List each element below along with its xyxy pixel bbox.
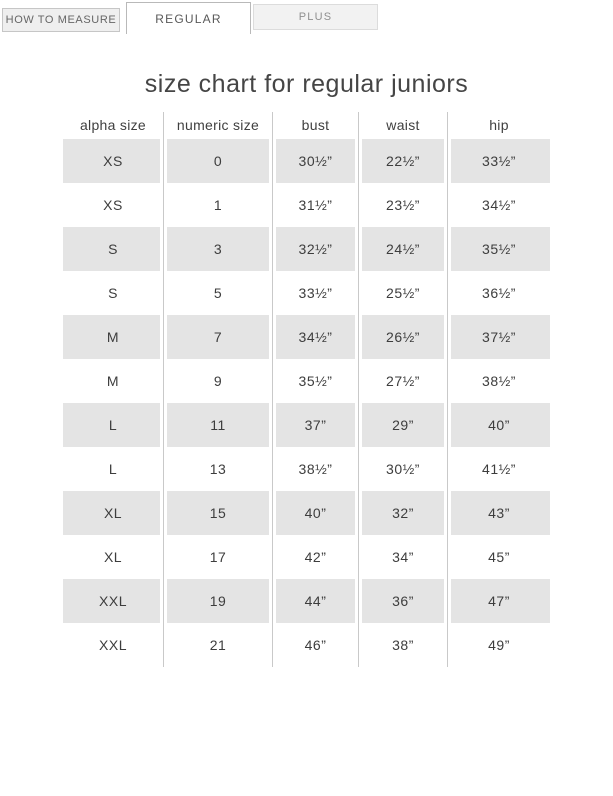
cell-alpha-size: L — [63, 403, 163, 447]
table-row — [63, 579, 550, 623]
table-row — [63, 403, 550, 447]
column-header-waist: waist — [358, 112, 447, 139]
cell-numeric-size: 15 — [163, 491, 272, 535]
cell-hip: 41½” — [447, 447, 550, 491]
cell-waist: 29” — [358, 403, 447, 447]
tab-bar — [0, 0, 613, 36]
tab-regular[interactable]: REGULAR — [126, 2, 251, 34]
cell-waist: 30½” — [358, 447, 447, 491]
cell-hip: 45” — [447, 535, 550, 579]
cell-waist: 36” — [358, 579, 447, 623]
tab-how-to-measure[interactable]: HOW TO MEASURE — [2, 8, 120, 32]
tab-plus[interactable]: PLUS — [253, 4, 378, 30]
cell-bust: 42” — [272, 535, 358, 579]
table-row — [63, 359, 550, 403]
column-header-alpha-size: alpha size — [79, 117, 147, 133]
cell-bust: 37” — [272, 403, 358, 447]
cell-hip: 34½” — [447, 183, 550, 227]
cell-bust: 46” — [272, 623, 358, 667]
table-row — [63, 183, 550, 227]
cell-numeric-size: 0 — [163, 139, 272, 183]
table-row — [63, 227, 550, 271]
cell-waist: 24½” — [358, 227, 447, 271]
cell-numeric-size: 19 — [163, 579, 272, 623]
cell-waist: 22½” — [358, 139, 447, 183]
cell-numeric-size: 17 — [163, 535, 272, 579]
cell-alpha-size: XXL — [99, 637, 127, 653]
cell-waist: 38” — [358, 623, 447, 667]
column-header-bust: bust — [272, 112, 358, 139]
cell-numeric-size: 5 — [163, 271, 272, 315]
cell-waist: 34” — [358, 535, 447, 579]
cell-hip: 43” — [447, 491, 550, 535]
cell-bust: 38½” — [272, 447, 358, 491]
table-row — [63, 623, 550, 667]
cell-waist: 32” — [358, 491, 447, 535]
cell-alpha-size: XXL — [63, 579, 163, 623]
cell-hip: 37½” — [447, 315, 550, 359]
cell-alpha-size: M — [106, 373, 120, 389]
cell-numeric-size: 13 — [163, 447, 272, 491]
cell-bust: 30½” — [272, 139, 358, 183]
table-row — [63, 271, 550, 315]
cell-bust: 32½” — [272, 227, 358, 271]
cell-bust: 31½” — [272, 183, 358, 227]
cell-hip: 33½” — [447, 139, 550, 183]
cell-alpha-size: XS — [103, 197, 123, 213]
cell-hip: 49” — [447, 623, 550, 667]
cell-alpha-size: M — [63, 315, 163, 359]
table-row — [63, 139, 550, 183]
table-row — [63, 315, 550, 359]
column-header-hip: hip — [447, 112, 550, 139]
cell-numeric-size: 21 — [163, 623, 272, 667]
cell-alpha-size: L — [108, 461, 118, 477]
table-header-row — [63, 112, 550, 139]
cell-hip: 40” — [447, 403, 550, 447]
cell-waist: 27½” — [358, 359, 447, 403]
cell-alpha-size: XS — [63, 139, 163, 183]
cell-bust: 33½” — [272, 271, 358, 315]
column-header-numeric-size: numeric size — [163, 112, 272, 139]
table-row — [63, 491, 550, 535]
cell-hip: 47” — [447, 579, 550, 623]
cell-numeric-size: 3 — [163, 227, 272, 271]
cell-numeric-size: 7 — [163, 315, 272, 359]
page-title: size chart for regular juniors — [144, 70, 469, 98]
cell-bust: 40” — [272, 491, 358, 535]
cell-bust: 34½” — [272, 315, 358, 359]
table-row — [63, 447, 550, 491]
size-chart-table — [63, 112, 550, 667]
cell-bust: 44” — [272, 579, 358, 623]
cell-alpha-size: S — [108, 285, 118, 301]
cell-waist: 25½” — [358, 271, 447, 315]
cell-hip: 36½” — [447, 271, 550, 315]
cell-alpha-size: XL — [103, 549, 123, 565]
cell-hip: 35½” — [447, 227, 550, 271]
cell-waist: 26½” — [358, 315, 447, 359]
cell-alpha-size: XL — [63, 491, 163, 535]
cell-waist: 23½” — [358, 183, 447, 227]
cell-numeric-size: 1 — [163, 183, 272, 227]
cell-alpha-size: S — [63, 227, 163, 271]
cell-numeric-size: 9 — [163, 359, 272, 403]
cell-bust: 35½” — [272, 359, 358, 403]
cell-numeric-size: 11 — [163, 403, 272, 447]
table-row — [63, 535, 550, 579]
cell-hip: 38½” — [447, 359, 550, 403]
table-body — [63, 139, 550, 667]
